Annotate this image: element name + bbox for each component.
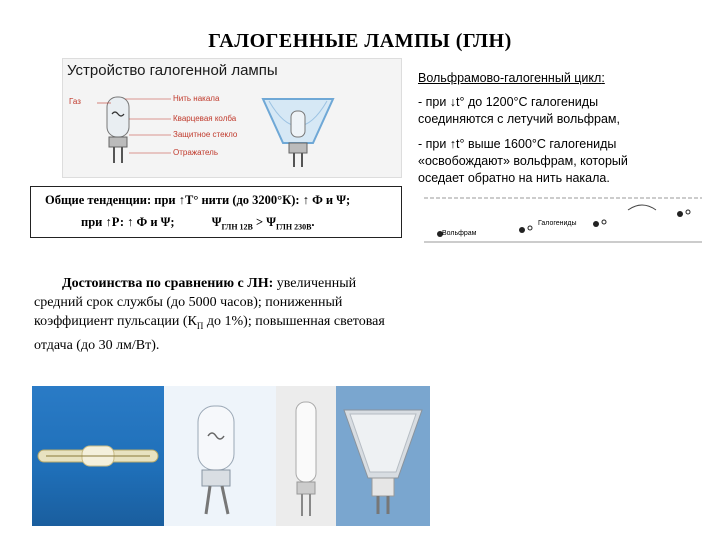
label-filament: Нить накала	[173, 94, 220, 103]
page-title: ГАЛОГЕННЫЕ ЛАМПЫ (ГЛН)	[208, 30, 512, 52]
trends-line-2: при ↑Р: ↑ Ф и Ψ; $\Psi_{ГЛН 12В} > \Psi_{ГЛН 230В}$.	[81, 215, 315, 232]
photo-reflector-lamp	[336, 386, 430, 526]
cycle-point-2: - при ↑t° выше 1600°С галогениды «освобождают» вольфрам, который оседает обратно на нить накала.	[418, 137, 628, 185]
reflector-capsule	[291, 111, 305, 137]
cycle-point-1: - при ↓t° до 1200°С галогениды соединяются с летучий вольфрам,	[418, 95, 621, 126]
diagram-title: Устройство галогенной лампы	[67, 62, 278, 79]
label-protective-glass: Защитное стекло	[173, 130, 238, 139]
capsule-lamp-image	[164, 386, 276, 526]
photo-capsule-lamp	[164, 386, 276, 526]
cycle-diagram	[418, 190, 708, 250]
lamp-structure-diagram	[62, 58, 402, 178]
label-reflector: Отражатель	[173, 148, 219, 157]
trends-box	[30, 186, 402, 238]
advantages-paragraph: Достоинства по сравнению с ЛН: увеличенный средний срок службы (до 5000 часов); пониженный коэффициент пульсации ($К_П$ до 1%); повышенная световая отдача (до 30 лм/Вт).	[34, 276, 385, 353]
reflector-lamp-image	[336, 386, 430, 526]
label-gas: Газ	[69, 97, 81, 106]
trends-line-1: Общие тенденции: при ↑Т° нити (до 3200°К): ↑ Ф и Ψ;	[45, 193, 351, 207]
photo-g-lamp	[276, 386, 336, 526]
capsule-base	[109, 137, 127, 147]
cycle-label-tungsten: Вольфрам	[442, 230, 477, 237]
g-lamp-image	[276, 386, 336, 526]
linear-lamp-image	[32, 386, 164, 526]
photo-linear-lamp	[32, 386, 164, 526]
reflector-base	[289, 143, 307, 153]
advantages-lead: Достоинства по сравнению с ЛН:	[62, 276, 274, 291]
cycle-title: Вольфрамово-галогенный цикл:	[418, 71, 605, 85]
cycle-label-halogen: Галогениды	[538, 220, 577, 227]
label-quartz-bulb: Кварцевая колба	[173, 114, 237, 123]
